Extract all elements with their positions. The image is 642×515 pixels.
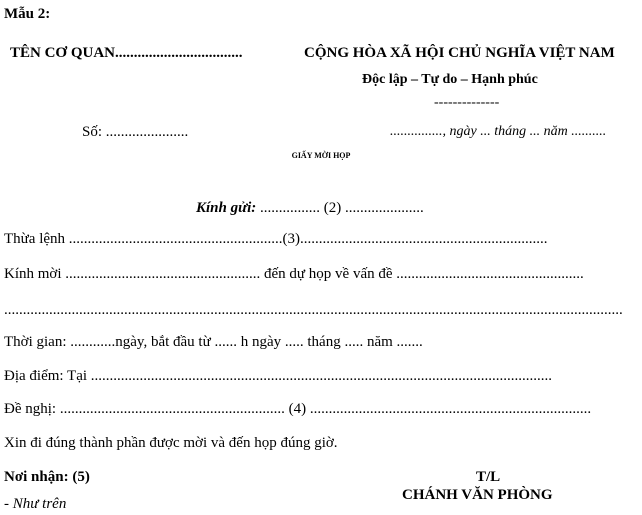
motto: Độc lập – Tự do – Hạnh phúc: [362, 72, 538, 87]
sign-for: T/L: [476, 469, 501, 485]
page-title: GIẤY MỜI HỌP: [291, 151, 351, 160]
form-label: Mẫu 2:: [4, 6, 51, 22]
document-date: ..............., ngày ... tháng ... năm ..........: [390, 124, 607, 139]
invite-continue-line: .....................................................................................................................................................................: [4, 302, 623, 318]
agency-name: TÊN CƠ QUAN..................................: [10, 45, 243, 61]
document-number: Số: ......................: [82, 124, 189, 140]
closing-text: Xin đi đúng thành phần được mời và đến họp đúng giờ.: [4, 435, 338, 451]
addressee-line: [196, 200, 424, 217]
request-line: Đề nghị: ............................................................ (4) ...........................................................................: [4, 401, 592, 417]
recipients-item: - Như trên: [4, 496, 67, 512]
invite-line: Kính mời .................................................... đến dự họp về vấn đề ..................................................: [4, 266, 584, 282]
addressee-label: Kính gửi:: [196, 200, 257, 216]
motto-rule: --------------: [434, 95, 500, 110]
signer-title: CHÁNH VĂN PHÒNG: [402, 487, 553, 503]
order-line: Thừa lệnh .........................................................(3)..................................................................: [4, 231, 548, 247]
addressee-value: ................ (2) .....................: [260, 200, 424, 216]
time-line: Thời gian: ............ngày, bắt đầu từ ...... h ngày ..... tháng ..... năm .......: [4, 334, 423, 350]
republic-heading: CỘNG HÒA XÃ HỘI CHỦ NGHĨA VIỆT NAM: [304, 45, 615, 61]
place-line: Địa điểm: Tại ...........................................................................................................................: [4, 368, 553, 384]
recipients-label: Nơi nhận: (5): [4, 469, 90, 485]
